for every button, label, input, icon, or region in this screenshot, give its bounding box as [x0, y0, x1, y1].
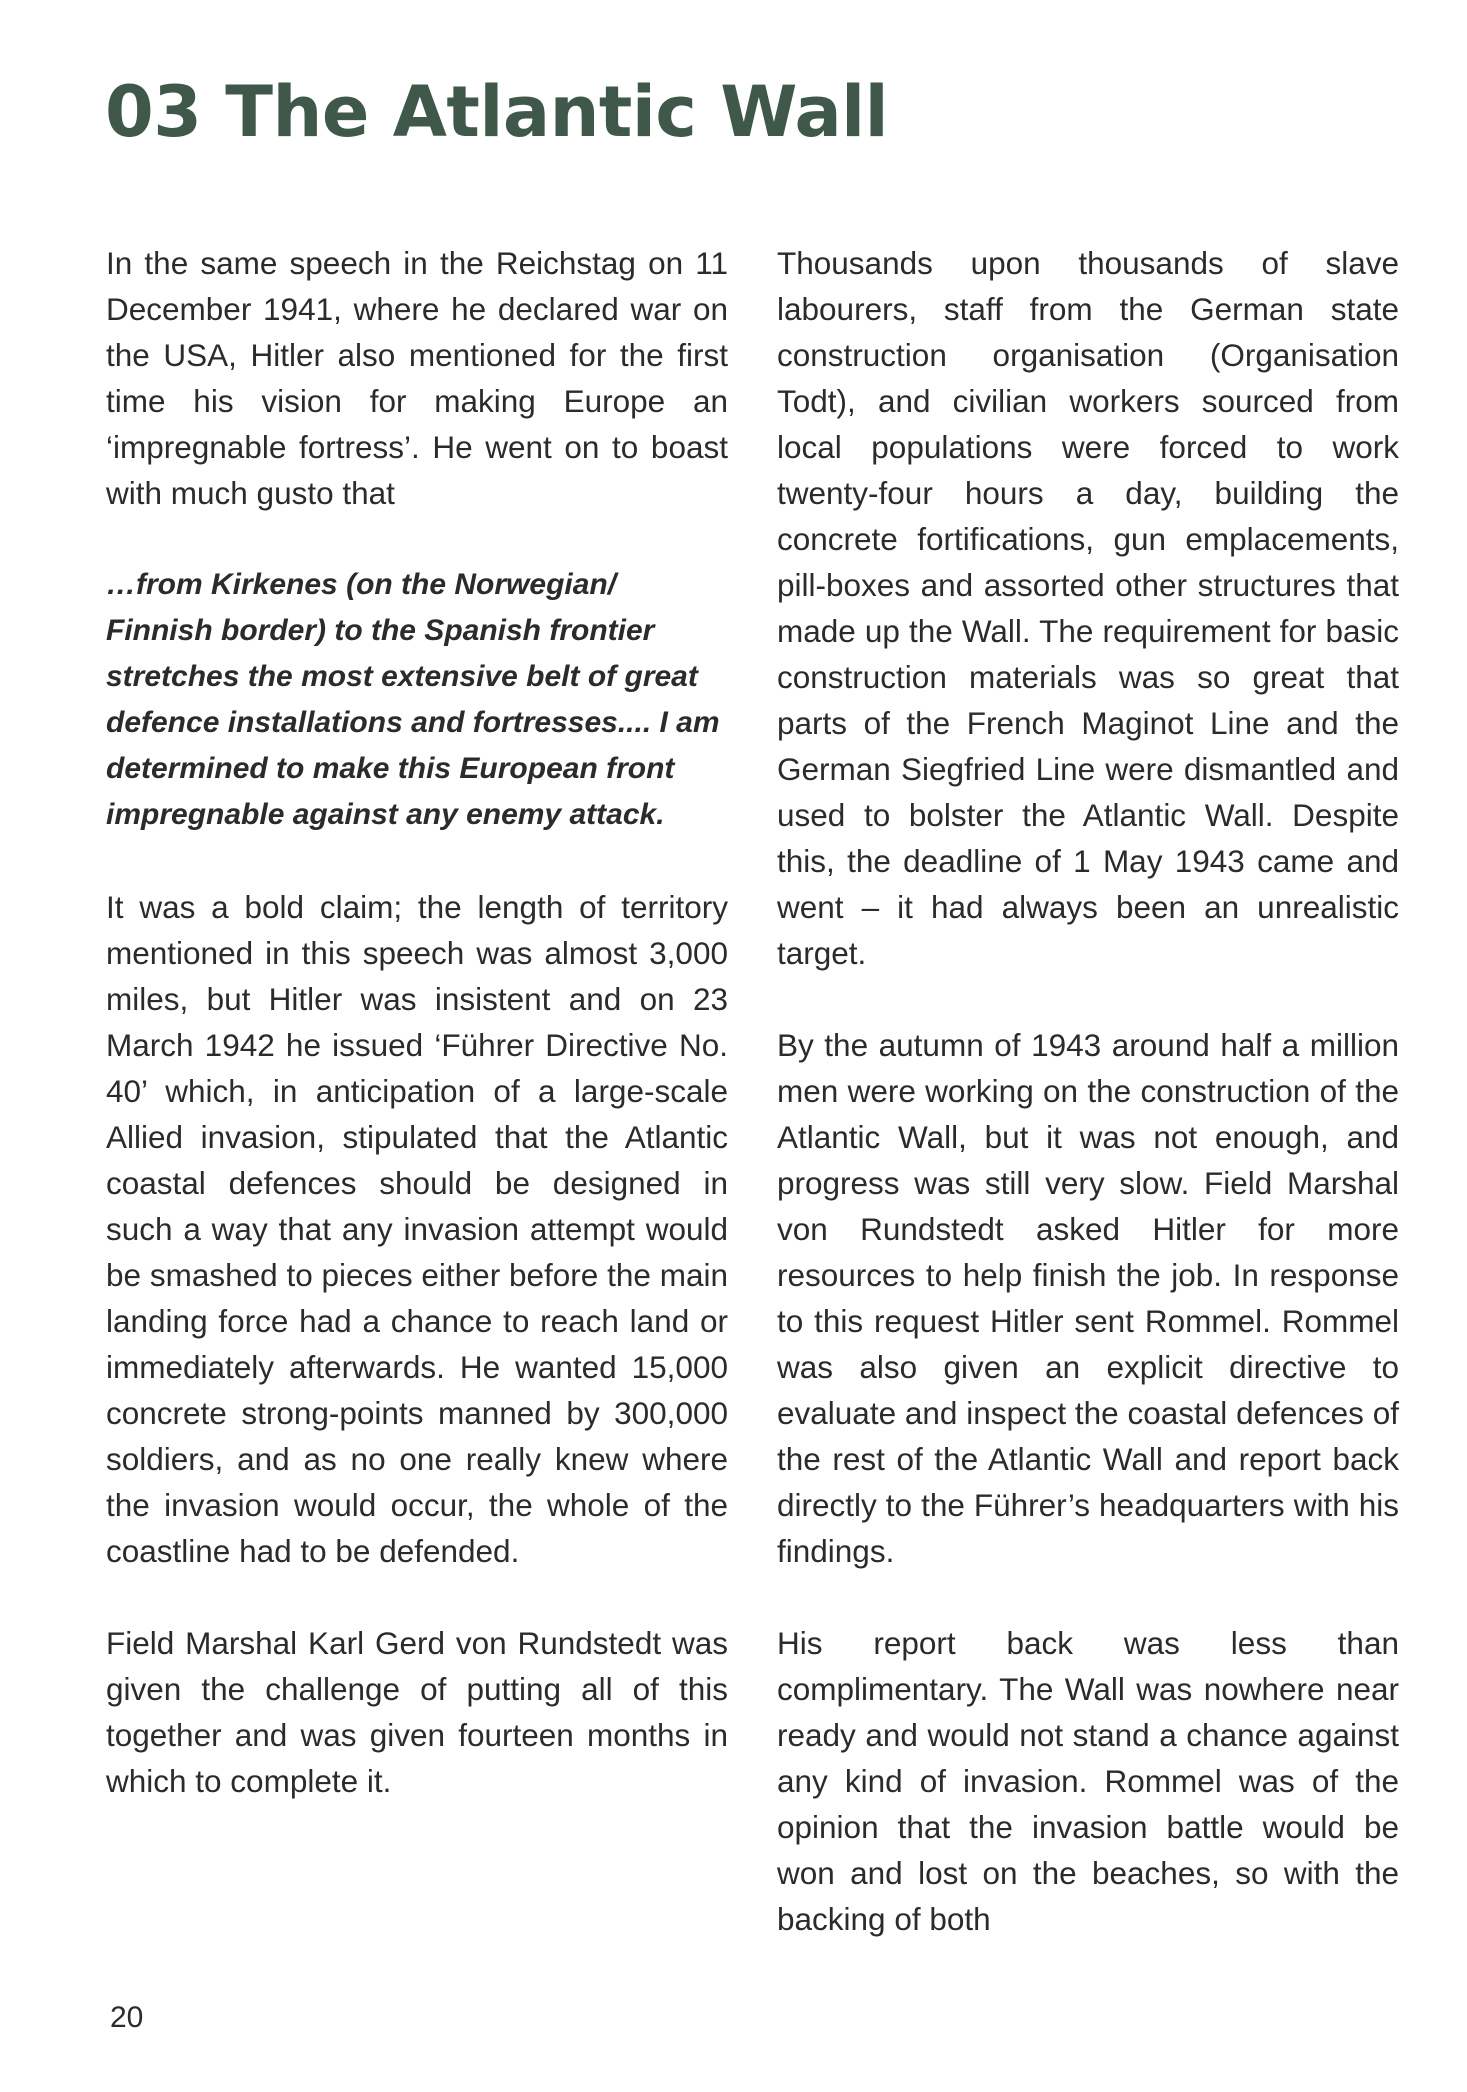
right-paragraph-1: Thousands upon thousands of slave labourers, staff from the German state construction organisation (Organisation Todt), and civilian workers sourced from local populations were forced to work twenty-four hours a day, building the concrete fortifications, gun emplacements, pill-boxes and assorted other structures that made up the Wall. The requirement for basic construction materials was so great that parts of the French Maginot Line and the German Siegfried Line were dismantled and used to bolster the Atlantic Wall. Despite this, the deadline of 1 May 1943 came and went – it had always been an unrealistic target. [777, 245, 1399, 971]
block-quote: …from Kirkenes (on the Norwegian/ Finnish border) to the Spanish frontier stretches the most extensive belt of great defence installations and fortresses.... I am determined to make this European front impregnable against any enemy attack. [106, 568, 720, 831]
right-column [777, 240, 1399, 1988]
left-paragraph-1: In the same speech in the Reichstag on 11 December 1941, where he declared war on the USA, Hitler also mentioned for the first time his vision for making Europe an ‘impregnable fortress’. He went on to boast with much gusto that [106, 245, 728, 511]
left-column [106, 240, 728, 1850]
right-paragraph-2: By the autumn of 1943 around half a million men were working on the construction of the Atlantic Wall, but it was not enough, and progress was still very slow. Field Marshal von Rundstedt asked Hitler for more resources to help finish the job. In response to this request Hitler sent Rommel. Rommel was also given an explicit directive to evaluate and inspect the coastal defences of the rest of the Atlantic Wall and report back directly to the Führer’s headquarters with his findings. [777, 1027, 1399, 1569]
left-paragraph-3: Field Marshal Karl Gerd von Rundstedt was given the challenge of putting all of this together and was given fourteen months in which to complete it. [106, 1625, 728, 1799]
right-paragraph-3: His report back was less than complimentary. The Wall was nowhere near ready and would not stand a chance against any kind of invasion. Rommel was of the opinion that the invasion battle would be won and lost on the beaches, so with the backing of both [777, 1625, 1399, 1937]
left-paragraph-2: It was a bold claim; the length of territory mentioned in this speech was almost 3,000 miles, but Hitler was insistent and on 23 March 1942 he issued ‘Führer Directive No. 40’ which, in anticipation of a large-scale Allied invasion, stipulated that the Atlantic coastal defences should be designed in such a way that any invasion attempt would be smashed to pieces either before the main landing force had a chance to reach land or immediately afterwards. He wanted 15,000 concrete strong-points manned by 300,000 soldiers, and as no one really knew where the invasion would occur, the whole of the coastline had to be defended. [106, 889, 728, 1569]
page-title: 03 The Atlantic Wall [105, 71, 889, 153]
page-number: 20 [110, 2001, 144, 2034]
